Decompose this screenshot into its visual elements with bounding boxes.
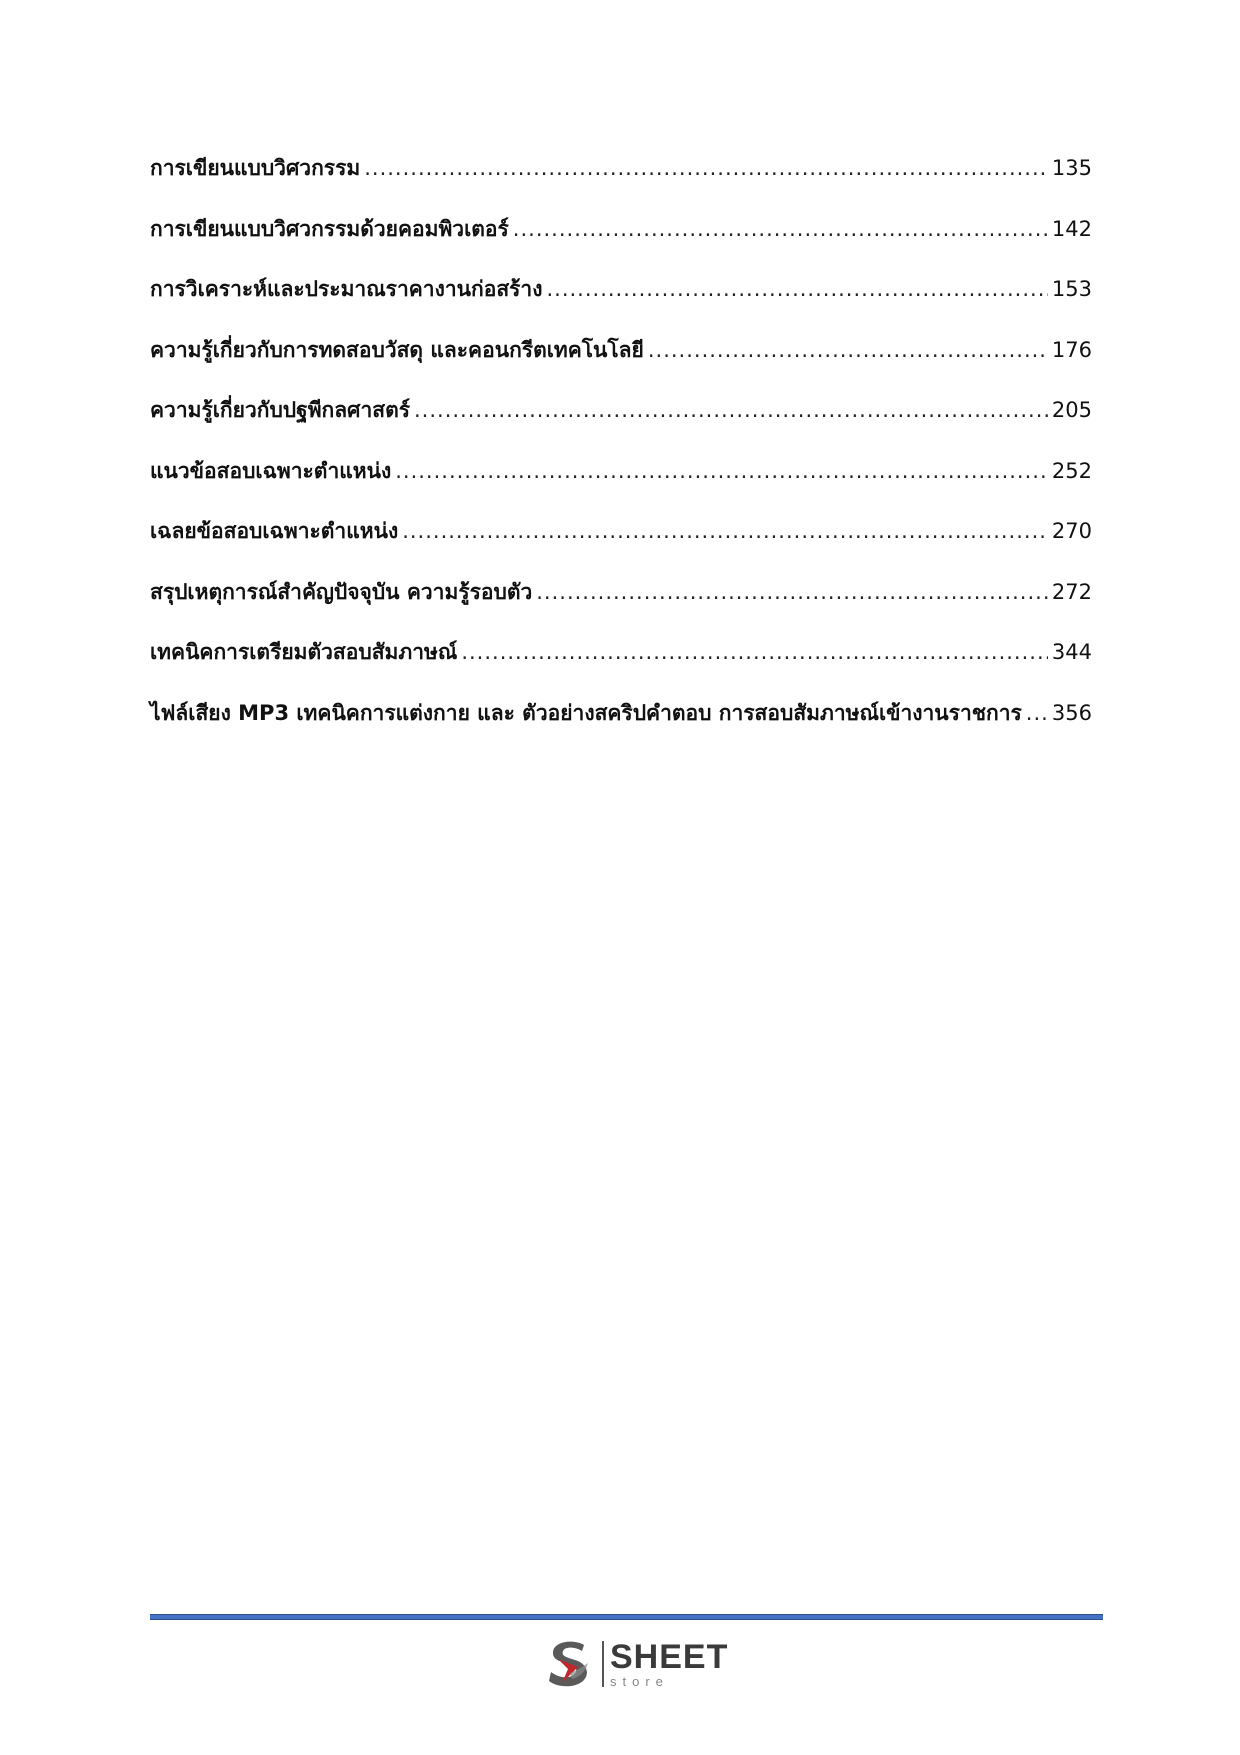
toc-entry-page: 356 (1051, 700, 1092, 725)
toc-leader-dots (513, 217, 1048, 241)
logo-separator (602, 1641, 604, 1687)
toc-leader-dots (414, 398, 1048, 422)
toc-leader-dots (648, 338, 1048, 362)
toc-entry-title: การเขียนแบบวิศวกรรมด้วยคอมพิวเตอร์ (150, 216, 509, 241)
toc-leader-dots (546, 277, 1047, 301)
logo-subtext: store (610, 1674, 669, 1689)
toc-entry[interactable] (150, 213, 1092, 274)
toc-entry-title: แนวข้อสอบเฉพาะตำแหน่ง (150, 458, 392, 483)
toc-entry-page: 272 (1051, 579, 1092, 604)
toc-entry-page: 176 (1051, 337, 1092, 362)
toc-entry-page: 205 (1051, 398, 1092, 422)
toc-entry-page: 153 (1051, 277, 1092, 301)
toc-entry[interactable] (150, 455, 1092, 516)
toc-entry[interactable] (150, 273, 1092, 334)
toc-entry-page: 135 (1051, 156, 1092, 180)
toc-entry-title: เฉลยข้อสอบเฉพาะตำแหน่ง (150, 519, 399, 543)
footer-divider (150, 1614, 1103, 1620)
sheet-store-logo (544, 1636, 728, 1692)
toc-entry-title: ความรู้เกี่ยวกับปฐพีกลศาสตร์ (150, 398, 410, 422)
toc-entry[interactable] (150, 394, 1092, 455)
toc-entry[interactable] (150, 334, 1092, 395)
table-of-contents (150, 152, 1092, 757)
toc-leader-dots (536, 580, 1048, 604)
toc-entry[interactable] (150, 697, 1092, 758)
toc-entry[interactable] (150, 515, 1092, 576)
toc-entry[interactable] (150, 152, 1092, 213)
toc-leader-dots (402, 519, 1048, 543)
logo-wordmark: SHEET (610, 1638, 729, 1676)
toc-entry-title: ความรู้เกี่ยวกับการทดสอบวัสดุ และคอนกรีตเทคโนโลยี (150, 337, 644, 362)
toc-entry-title: การเขียนแบบวิศวกรรม (150, 156, 361, 180)
toc-entry[interactable] (150, 576, 1092, 637)
sheet-store-s-icon (544, 1637, 596, 1691)
toc-entry-page: 142 (1051, 216, 1092, 241)
toc-leader-dots (364, 156, 1048, 180)
toc-entry[interactable] (150, 636, 1092, 697)
toc-leader-dots (461, 640, 1048, 664)
toc-entry-title: เทคนิคการเตรียมตัวสอบสัมภาษณ์ (150, 640, 458, 664)
toc-entry-page: 252 (1051, 458, 1092, 483)
toc-entry-title: สรุปเหตุการณ์สำคัญปัจจุบัน ความรู้รอบตัว (150, 579, 533, 604)
logo-text (610, 1640, 728, 1688)
toc-entry-page: 344 (1051, 640, 1092, 664)
toc-leader-dots (1026, 701, 1048, 725)
toc-leader-dots (395, 459, 1048, 483)
toc-entry-page: 270 (1051, 519, 1092, 543)
toc-entry-title: ไฟล์เสียง MP3 เทคนิคการแต่งกาย และ ตัวอย่างสคริปคำตอบ การสอบสัมภาษณ์เข้างานราชการ (150, 700, 1022, 725)
toc-entry-title: การวิเคราะห์และประมาณราคางานก่อสร้าง (150, 277, 543, 301)
